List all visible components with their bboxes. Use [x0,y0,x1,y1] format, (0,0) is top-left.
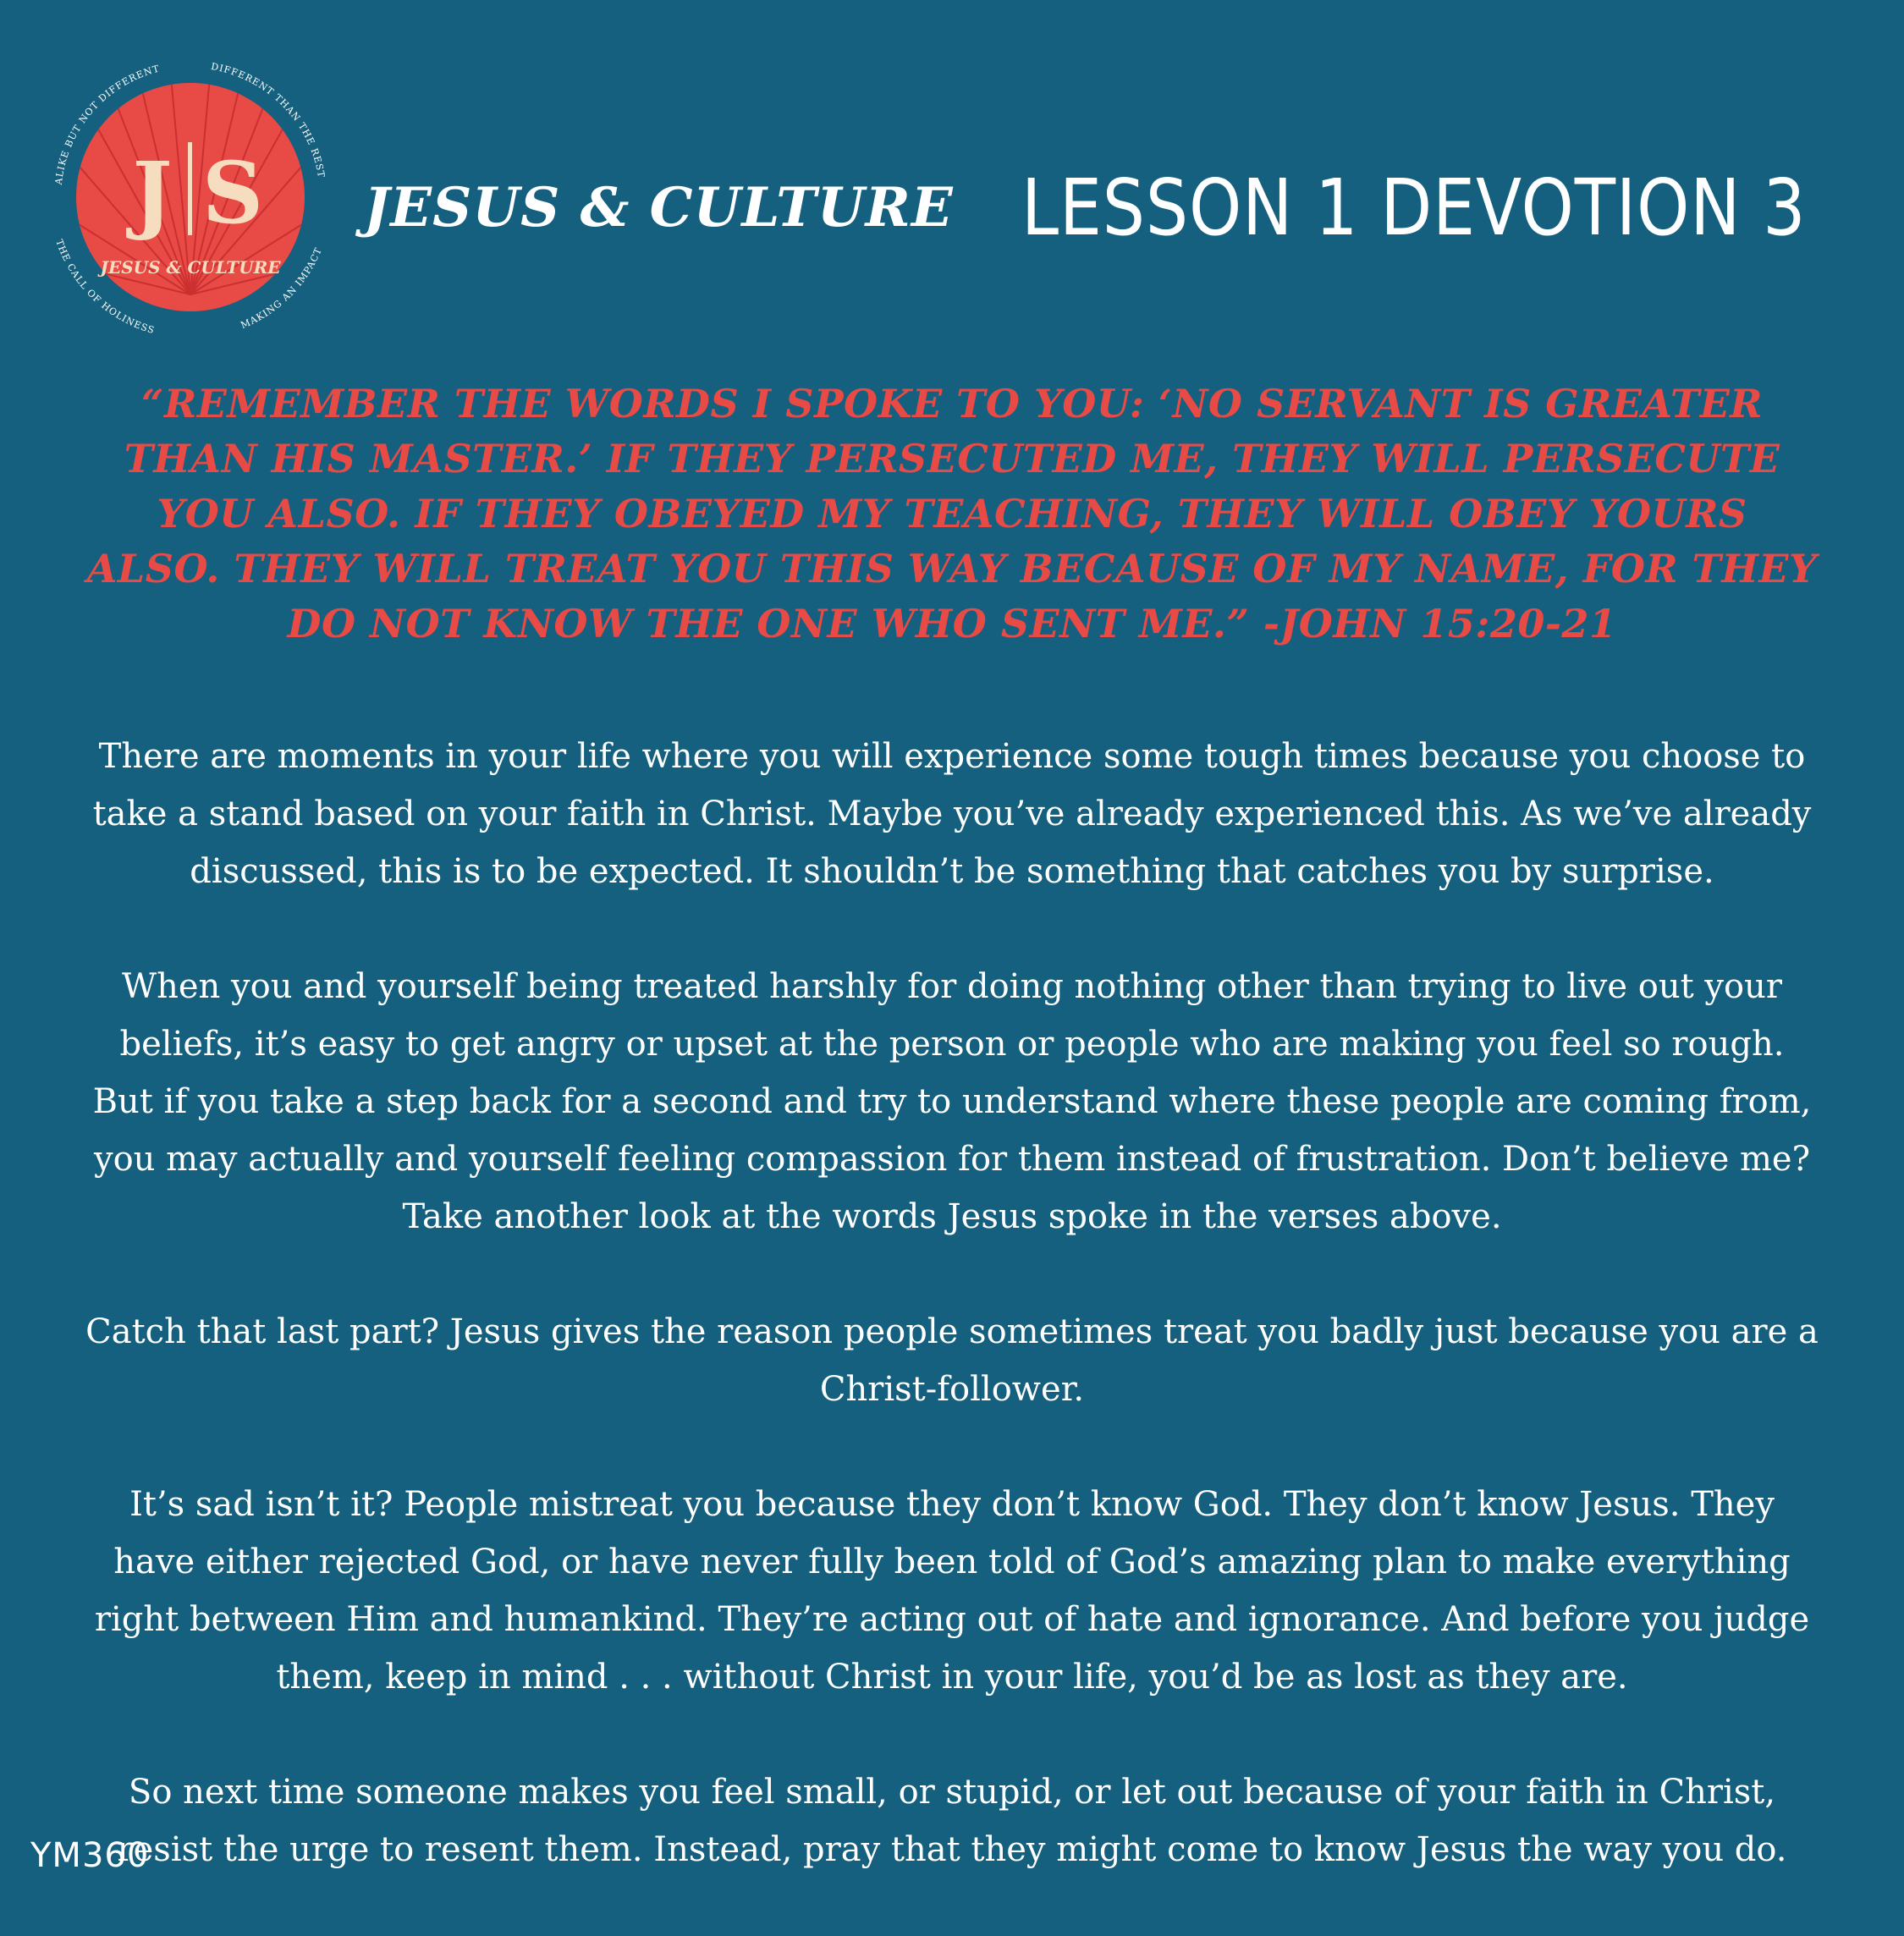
body-paragraph: It’s sad isn’t it? People mistreat you because they don’t know God. They don’t know Jesus. They have either rejected God, or have never fully been told of God’s amazing plan to make everything right between Him and humankind. They’re acting out of hate and ignorance. And before you judge them, keep in mind . . . without Christ in your life, you’d be as lost as they are. [94,1485,1810,1697]
logo-monogram-divider [188,142,192,235]
body-paragraph: There are moments in your life where you will experience some tough times because you choose to take a stand based on your faith in Christ. Maybe you’ve already experienced this. As we’ve already discussed, this is to be expected. It shouldn’t be something that catches you by surprise. [92,737,1812,891]
logo-ring-bottom-right: MAKING AN IMPACT [239,245,325,332]
brand-title: JESUS & CULTURE [364,175,954,239]
ym360-logo: YM360 [30,1836,150,1875]
logo-banner: JESUS & CULTURE [100,257,281,278]
page-header [364,152,1853,262]
logo-monogram-left: J [132,143,173,243]
logo-ring-top-right: DIFFERENT THAN THE REST [210,60,327,179]
body-paragraph: So next time someone makes you feel small, or stupid, or let out because of your faith in Christ, resist the urge to resent them. Instead, pray that they might come to know Jesus the way you do. [117,1773,1787,1869]
logo-ring-bottom-left: THE CALL OF HOLINESS [53,238,157,337]
scripture-verse: “REMEMBER THE WORDS I SPOKE TO YOU: ‘NO SERVANT IS GREATER THAN HIS MASTER.’ IF THEY PERSECUTED ME, THEY WILL PERSECUTE YOU ALSO. IF THEY OBEYED MY TEACHING, THEY WILL OBEY YOURS ALSO. THEY WILL TREAT YOU THIS WAY BECAUSE OF MY NAME, FOR THEY DO NOT KNOW THE ONE WHO SENT ME.” -JOHN 15:20-21 [86,381,1818,646]
devotion-body [85,728,1819,1936]
logo-monogram-right: S [201,143,264,243]
lesson-title: LESSON 1 DEVOTION 3 [1021,162,1807,253]
logo-ring-top-left: ALIKE BUT NOT DIFFERENT [52,63,162,186]
body-paragraph: When you and yourself being treated harshly for doing nothing other than trying to live out your beliefs, it’s easy to get angry or upset at the person or people who are making you feel so rough. But if you take a step back for a second and try to understand where these people are coming from, you may actually and yourself feeling compassion for them instead of frustration. Don’t believe me? Take another look at the words Jesus spoke in the verses above. [92,967,1812,1236]
body-paragraph: Catch that last part? Jesus gives the reason people sometimes treat you badly just because you are a Christ-follower. [85,1312,1819,1409]
jesus-culture-logo [34,41,347,354]
